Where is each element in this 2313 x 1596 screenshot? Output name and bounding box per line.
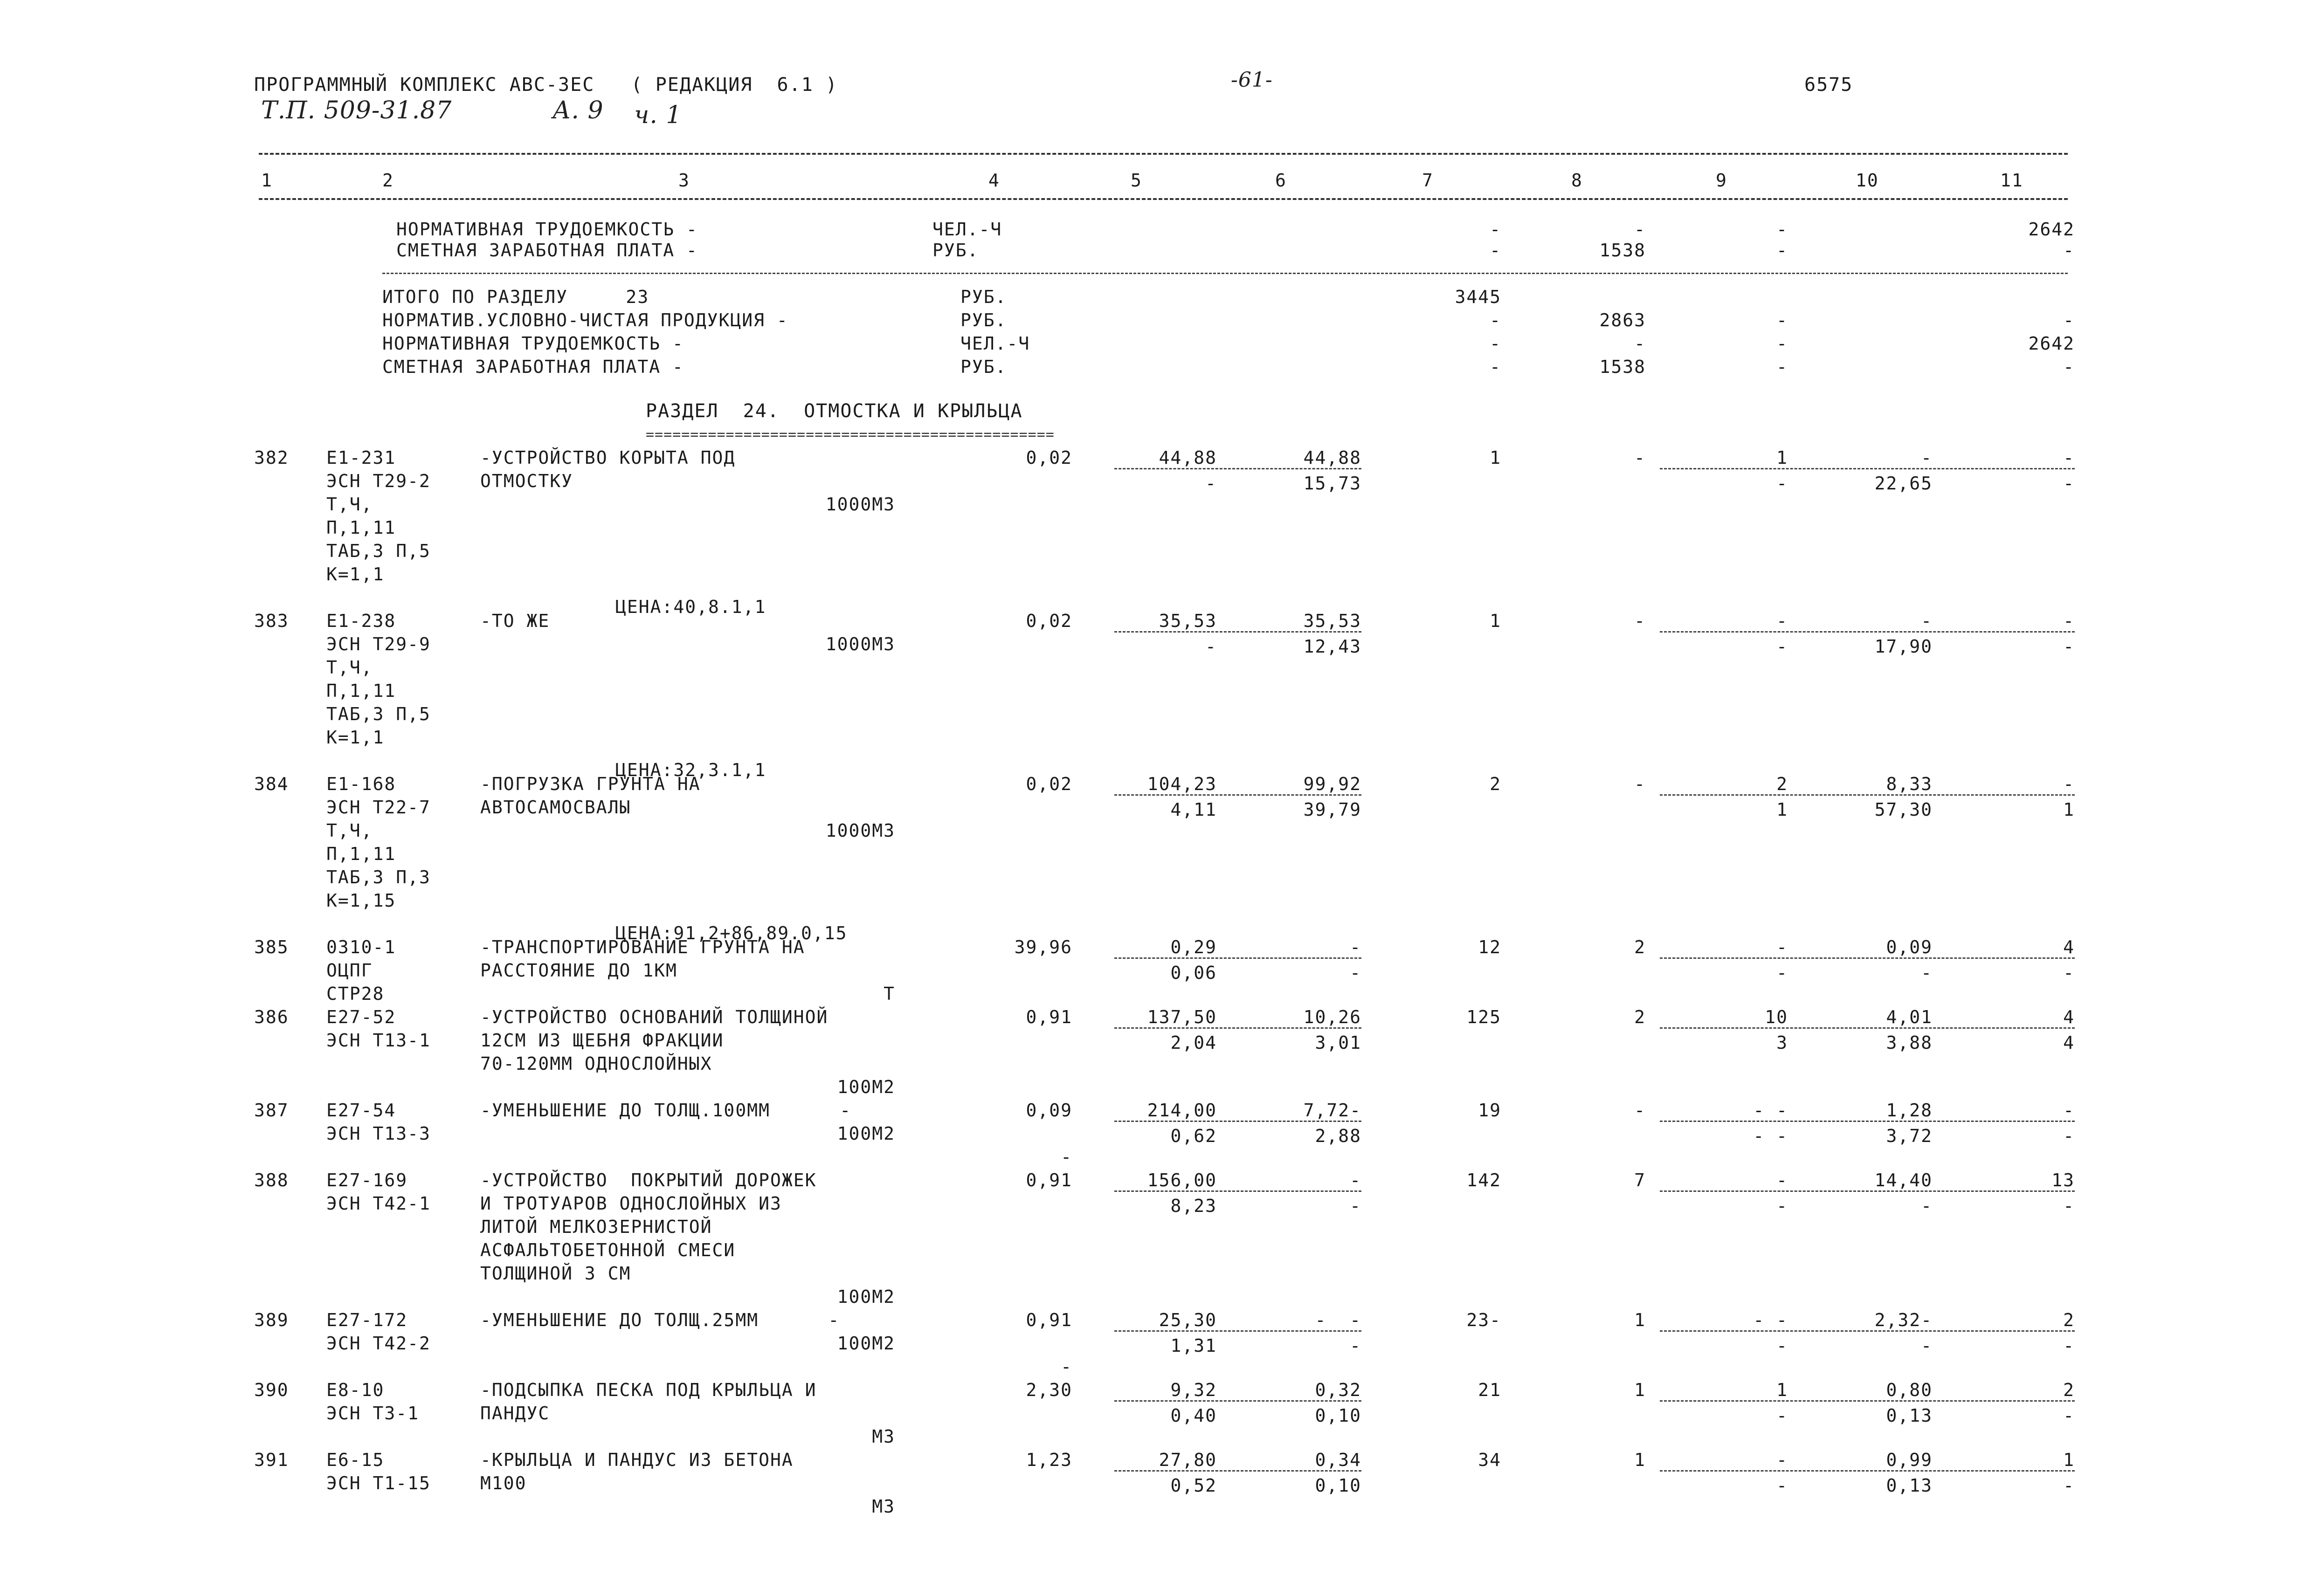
row-code-line: Т,Ч, (326, 494, 373, 515)
row-unit: 100М2 (837, 1077, 895, 1097)
row-cost-labor-sub: 15,73 (1303, 473, 1361, 494)
row-unit: 1000М3 (825, 820, 895, 841)
row-total-labor: 7 (1634, 1170, 1646, 1190)
row-cost-labor: 7,72- (1303, 1100, 1361, 1121)
row-c9: 2 (1776, 774, 1788, 794)
row-code-line: ЭСН Т13-3 (326, 1123, 431, 1144)
row-c11: - (2063, 447, 2075, 468)
row-description-line: 70-120ММ ОДНОСЛОЙНЫХ (480, 1053, 712, 1074)
row-c10-sub: 22,65 (1874, 473, 1933, 494)
row-code-line: К=1,1 (326, 564, 385, 585)
column-header-7: 7 (1422, 170, 1434, 191)
row-c9: - (1776, 1170, 1788, 1190)
row-right-divider (1660, 1330, 2075, 1332)
column-header-5: 5 (1131, 170, 1142, 191)
row-c11: 2 (2063, 1310, 2075, 1330)
row-c11-sub: - (2063, 1335, 2075, 1356)
row-code-line: П,1,11 (326, 681, 396, 701)
summary-section-label: ИТОГО ПО РАЗДЕЛУ 23 (382, 287, 649, 307)
summary-section-c11: - (2063, 357, 2075, 377)
row-code-line: ЭСН Т13-1 (326, 1030, 431, 1051)
row-c9-sub: 3 (1776, 1032, 1788, 1053)
row-total-labor: 2 (1634, 937, 1646, 957)
row-unit: М3 (872, 1496, 895, 1517)
row-unit-cost-sub: - (1205, 473, 1217, 494)
row-cost-labor-sub: 0,10 (1315, 1405, 1361, 1426)
row-number: 384 (254, 774, 289, 794)
summary-top-unit: ЧЕЛ.-Ч (932, 219, 1002, 240)
row-code-line: ЭСН Т42-1 (326, 1193, 431, 1214)
row-c10: - (1921, 447, 1933, 468)
row-total-cost: 21 (1478, 1380, 1501, 1400)
row-c10: 1,28 (1886, 1100, 1933, 1121)
row-total-cost: 23- (1466, 1310, 1501, 1330)
summary-top-unit: РУБ. (932, 240, 979, 261)
row-unit-cost: 25,30 (1159, 1310, 1217, 1330)
summary-top-c7: - (1490, 240, 1501, 261)
row-number: 389 (254, 1310, 289, 1330)
row-unit-cost: 35,53 (1159, 611, 1217, 631)
row-cost-divider (1114, 468, 1361, 469)
row-description-line: -ПОДСЫПКА ПЕСКА ПОД КРЫЛЬЦА И (480, 1380, 817, 1400)
summary-top-c7: - (1490, 219, 1501, 240)
program-header: ПРОГРАММНЫЙ КОМПЛЕКС АВС-ЗЕС ( РЕДАКЦИЯ 6.1 ) (254, 74, 838, 96)
row-description-line: 12СМ ИЗ ЩЕБНЯ ФРАКЦИИ (480, 1030, 724, 1051)
row-unit-cost-sub: 0,40 (1170, 1405, 1217, 1426)
row-c9: - (1776, 611, 1788, 631)
row-cost-divider (1114, 631, 1361, 633)
row-price-note: ЦЕНА:91,2+86,89.0,15 (615, 923, 848, 943)
row-unit-cost-sub: 2,04 (1170, 1032, 1217, 1053)
row-c11-sub: - (2063, 963, 2075, 983)
summary-top-label: СМЕТНАЯ ЗАРАБОТНАЯ ПЛАТА - (396, 240, 698, 261)
row-price-note: ЦЕНА:32,3.1,1 (615, 760, 766, 780)
summary-top-c9: - (1776, 219, 1788, 240)
row-c11-sub: - (2063, 636, 2075, 657)
row-code-line: Е27-172 (326, 1310, 408, 1330)
row-total-labor: - (1634, 611, 1646, 631)
row-quantity: 1,23 (1026, 1450, 1072, 1470)
row-code-line: ОЦПГ (326, 960, 373, 981)
column-header-4: 4 (988, 170, 1000, 191)
row-cost-labor: 0,32 (1315, 1380, 1361, 1400)
row-cost-divider (1114, 1400, 1361, 1402)
row-c10: 0,80 (1886, 1380, 1933, 1400)
row-c11: 4 (2063, 937, 2075, 957)
row-number: 385 (254, 937, 289, 957)
row-description-line: ПАНДУС (480, 1403, 550, 1424)
row-number: 391 (254, 1450, 289, 1470)
row-c9-sub: - (1776, 473, 1788, 494)
row-code-line: ЭСН Т29-9 (326, 634, 431, 654)
row-code-line: ТАБ,3 П,5 (326, 704, 431, 724)
row-code-line: Е27-52 (326, 1007, 396, 1027)
row-quantity: 0,02 (1026, 774, 1072, 794)
row-c10-sub: 3,72 (1886, 1126, 1933, 1146)
row-total-cost: 125 (1466, 1007, 1501, 1027)
row-right-divider (1660, 794, 2075, 796)
row-c11-sub: - (2063, 1475, 2075, 1496)
row-unit: 100М2 (837, 1333, 895, 1354)
row-quantity: 0,02 (1026, 447, 1072, 468)
column-header-11: 11 (2000, 170, 2023, 191)
row-code-line: Е1-168 (326, 774, 396, 794)
summary-section-unit: РУБ. (960, 357, 1007, 377)
summary-top-c9: - (1776, 240, 1788, 261)
row-c11-sub: 4 (2063, 1032, 2075, 1053)
row-cost-labor-sub: - (1350, 963, 1361, 983)
row-right-divider (1660, 631, 2075, 633)
row-unit-cost-sub: 1,31 (1170, 1335, 1217, 1356)
summary-section-c7: - (1490, 357, 1501, 377)
summary-section-c8: 2863 (1599, 310, 1646, 330)
row-c11: 2 (2063, 1380, 2075, 1400)
row-code-line: Е27-54 (326, 1100, 396, 1121)
row-cost-labor-sub: - (1350, 1335, 1361, 1356)
row-code-line: 0310-1 (326, 937, 396, 957)
row-unit-cost-sub: 8,23 (1170, 1196, 1217, 1216)
summary-section-c9: - (1776, 310, 1788, 330)
row-c9-sub: - (1776, 1475, 1788, 1496)
row-description-line: -ПОГРУЗКА ГРУНТА НА (480, 774, 701, 794)
row-code-line: ЭСН Т3-1 (326, 1403, 420, 1424)
row-c10-sub: 0,13 (1886, 1405, 1933, 1426)
row-unit-cost-sub: 0,62 (1170, 1126, 1217, 1146)
row-code-line: Е1-238 (326, 611, 396, 631)
row-code-line: П,1,11 (326, 844, 396, 864)
row-c11: 13 (2051, 1170, 2075, 1190)
row-right-divider (1660, 1121, 2075, 1122)
row-c10: 14,40 (1874, 1170, 1933, 1190)
row-c11-sub: - (2063, 1405, 2075, 1426)
row-c11: - (2063, 611, 2075, 631)
row-total-labor: 1 (1634, 1450, 1646, 1470)
row-cost-labor-sub: 0,10 (1315, 1475, 1361, 1496)
summary-section-c8: 1538 (1599, 357, 1646, 377)
row-code-line: К=1,15 (326, 890, 396, 911)
summary-top-c8: - (1634, 219, 1646, 240)
row-quantity-extra: - (1061, 1147, 1072, 1167)
row-cost-labor-sub: 3,01 (1315, 1032, 1361, 1053)
row-code-line: ТАБ,3 П,5 (326, 541, 431, 561)
row-code-line: Е27-169 (326, 1170, 408, 1190)
row-c11-sub: - (2063, 1196, 2075, 1216)
row-c11-sub: 1 (2063, 799, 2075, 820)
row-c11: - (2063, 774, 2075, 794)
row-unit-cost: 214,00 (1147, 1100, 1217, 1121)
row-description-line: -ТО ЖЕ (480, 611, 550, 631)
row-c10-sub: 57,30 (1874, 799, 1933, 820)
column-header-6: 6 (1275, 170, 1287, 191)
row-description-line: АСФАЛЬТОБЕТОННОЙ СМЕСИ (480, 1240, 736, 1260)
row-c10: 2,32- (1874, 1310, 1933, 1330)
summary-section-label: НОРМАТИВ.УСЛОВНО-ЧИСТАЯ ПРОДУКЦИЯ - (382, 310, 788, 330)
row-unit-cost: 44,88 (1159, 447, 1217, 468)
row-cost-labor-sub: 12,43 (1303, 636, 1361, 657)
summary-section-c8: - (1634, 333, 1646, 354)
row-unit-cost: 9,32 (1170, 1380, 1217, 1400)
row-unit-cost-sub: 4,11 (1170, 799, 1217, 820)
row-cost-labor-sub: 39,79 (1303, 799, 1361, 820)
row-code-line: ЭСН Т42-2 (326, 1333, 431, 1354)
section-title: РАЗДЕЛ 24. ОТМОСТКА И КРЫЛЬЦА (646, 400, 1023, 422)
row-c9: 1 (1776, 1380, 1788, 1400)
row-total-cost: 19 (1478, 1100, 1501, 1121)
summary-section-c7: - (1490, 333, 1501, 354)
row-total-cost: 1 (1490, 611, 1501, 631)
row-right-divider (1660, 1400, 2075, 1402)
row-description-line: И ТРОТУАРОВ ОДНОСЛОЙНЫХ ИЗ (480, 1193, 782, 1214)
row-number: 383 (254, 611, 289, 631)
summary-section-c9: - (1776, 357, 1788, 377)
header-bottom-rule (259, 198, 2068, 200)
column-header-8: 8 (1571, 170, 1583, 191)
handwritten-project-ref: Т.П. 509-31.87 (261, 96, 452, 124)
row-total-cost: 12 (1478, 937, 1501, 957)
row-quantity: 0,91 (1026, 1170, 1072, 1190)
row-quantity: 0,91 (1026, 1007, 1072, 1027)
row-cost-labor: 10,26 (1303, 1007, 1361, 1027)
summary-section-unit: РУБ. (960, 287, 1007, 307)
row-description-line: -ТРАНСПОРТИРОВАНИЕ ГРУНТА НА (480, 937, 805, 957)
row-code-line: Е1-231 (326, 447, 396, 468)
row-right-divider (1660, 1470, 2075, 1472)
summary-divider (382, 273, 2068, 274)
row-c10-sub: 0,13 (1886, 1475, 1933, 1496)
row-cost-labor: - (1350, 1170, 1361, 1190)
row-unit: 1000М3 (825, 634, 895, 654)
row-c10-sub: - (1921, 1196, 1933, 1216)
row-unit: М3 (872, 1426, 895, 1447)
column-header-10: 10 (1856, 170, 1879, 191)
row-code-line: СТР28 (326, 984, 385, 1004)
row-c10: - (1921, 611, 1933, 631)
row-cost-labor: 44,88 (1303, 447, 1361, 468)
row-number: 388 (254, 1170, 289, 1190)
summary-section-c7: - (1490, 310, 1501, 330)
row-unit: 100М2 (837, 1286, 895, 1307)
row-cost-divider (1114, 1330, 1361, 1332)
row-description-line: РАССТОЯНИЕ ДО 1КМ (480, 960, 677, 981)
row-total-cost: 34 (1478, 1450, 1501, 1470)
row-total-labor: 2 (1634, 1007, 1646, 1027)
summary-section-c7: 3445 (1455, 287, 1501, 307)
row-cost-divider (1114, 794, 1361, 796)
section-underline: ============================================== (646, 427, 1055, 443)
row-number: 390 (254, 1380, 289, 1400)
row-quantity: 0,09 (1026, 1100, 1072, 1121)
row-cost-divider (1114, 1121, 1361, 1122)
summary-section-unit: РУБ. (960, 310, 1007, 330)
row-cost-labor: - (1350, 937, 1361, 957)
row-c10-sub: - (1921, 1335, 1933, 1356)
row-c10: 0,09 (1886, 937, 1933, 957)
row-c10: 4,01 (1886, 1007, 1933, 1027)
row-number: 387 (254, 1100, 289, 1121)
row-c10-sub: - (1921, 963, 1933, 983)
row-total-labor: 1 (1634, 1380, 1646, 1400)
row-unit-cost: 27,80 (1159, 1450, 1217, 1470)
row-total-labor: - (1634, 774, 1646, 794)
row-c10: 0,99 (1886, 1450, 1933, 1470)
summary-top-label: НОРМАТИВНАЯ ТРУДОЕМКОСТЬ - (396, 219, 698, 240)
row-c9: - (1776, 937, 1788, 957)
row-cost-labor: 35,53 (1303, 611, 1361, 631)
row-right-divider (1660, 957, 2075, 959)
row-c9: - - (1753, 1100, 1788, 1121)
row-quantity: 0,02 (1026, 611, 1072, 631)
row-quantity: 0,91 (1026, 1310, 1072, 1330)
row-cost-labor-sub: 2,88 (1315, 1126, 1361, 1146)
summary-section-unit: ЧЕЛ.-Ч (960, 333, 1030, 354)
row-cost-divider (1114, 1190, 1361, 1192)
row-quantity: 39,96 (1014, 937, 1072, 957)
row-c10: 8,33 (1886, 774, 1933, 794)
row-c11: 4 (2063, 1007, 2075, 1027)
row-c9: 1 (1776, 447, 1788, 468)
row-c11-sub: - (2063, 473, 2075, 494)
document-number: 6575 (1804, 74, 1853, 96)
row-description-line: АВТОСАМОСВАЛЫ (480, 797, 631, 818)
row-c9-sub: - (1776, 1335, 1788, 1356)
summary-section-label: НОРМАТИВНАЯ ТРУДОЕМКОСТЬ - (382, 333, 684, 354)
row-unit-cost: 137,50 (1147, 1007, 1217, 1027)
row-c10-sub: 3,88 (1886, 1032, 1933, 1053)
row-unit-cost: 0,29 (1170, 937, 1217, 957)
row-right-divider (1660, 1190, 2075, 1192)
column-header-2: 2 (382, 170, 394, 191)
row-price-note: ЦЕНА:40,8.1,1 (615, 597, 766, 617)
row-description-line: -КРЫЛЬЦА И ПАНДУС ИЗ БЕТОНА (480, 1450, 794, 1470)
row-total-labor: - (1634, 447, 1646, 468)
row-code-line: Т,Ч, (326, 820, 373, 841)
row-code-line: Е6-15 (326, 1450, 385, 1470)
handwritten-part: ч. 1 (634, 101, 682, 129)
summary-section-c9: - (1776, 333, 1788, 354)
column-header-9: 9 (1716, 170, 1727, 191)
row-c9-sub: 1 (1776, 799, 1788, 820)
row-c9-sub: - (1776, 1405, 1788, 1426)
row-c10-sub: 17,90 (1874, 636, 1933, 657)
row-code-line: ЭСН Т22-7 (326, 797, 431, 818)
summary-top-c8: 1538 (1599, 240, 1646, 261)
row-cost-divider (1114, 957, 1361, 959)
summary-section-c11: 2642 (2028, 333, 2075, 354)
row-code-line: ТАБ,3 П,3 (326, 867, 431, 887)
row-c9-sub: - (1776, 963, 1788, 983)
row-unit-cost: 104,23 (1147, 774, 1217, 794)
row-total-cost: 2 (1490, 774, 1501, 794)
row-description-line: -УМЕНЬШЕНИЕ ДО ТОЛЩ.100ММ - (480, 1100, 852, 1121)
row-description-line: ЛИТОЙ МЕЛКОЗЕРНИСТОЙ (480, 1217, 712, 1237)
summary-top-c11: 2642 (2028, 219, 2075, 240)
row-description-line: -УМЕНЬШЕНИЕ ДО ТОЛЩ.25ММ - (480, 1310, 840, 1330)
row-cost-labor: 99,92 (1303, 774, 1361, 794)
row-code-line: ЭСН Т29-2 (326, 471, 431, 491)
row-unit-cost: 156,00 (1147, 1170, 1217, 1190)
row-description-line: ТОЛЩИНОЙ 3 СМ (480, 1263, 631, 1284)
row-total-labor: 1 (1634, 1310, 1646, 1330)
row-c9: - (1776, 1450, 1788, 1470)
summary-section-label: СМЕТНАЯ ЗАРАБОТНАЯ ПЛАТА - (382, 357, 684, 377)
row-c9: 10 (1765, 1007, 1788, 1027)
row-cost-labor: 0,34 (1315, 1450, 1361, 1470)
row-code-line: ЭСН Т1-15 (326, 1473, 431, 1493)
row-description-line: М100 (480, 1473, 527, 1493)
row-right-divider (1660, 468, 2075, 469)
row-c9-sub: - (1776, 1196, 1788, 1216)
row-total-cost: 142 (1466, 1170, 1501, 1190)
row-number: 386 (254, 1007, 289, 1027)
row-c9-sub: - - (1753, 1126, 1788, 1146)
row-code-line: Т,Ч, (326, 657, 373, 678)
row-code-line: К=1,1 (326, 727, 385, 748)
row-cost-labor: - - (1315, 1310, 1361, 1330)
page-number: -61- (1231, 68, 1273, 92)
summary-section-c11: - (2063, 310, 2075, 330)
summary-top-c11: - (2063, 240, 2075, 261)
row-quantity: 2,30 (1026, 1380, 1072, 1400)
handwritten-album: А. 9 (552, 96, 604, 124)
row-total-cost: 1 (1490, 447, 1501, 468)
row-description-line: -УСТРОЙСТВО ПОКРЫТИЙ ДОРОЖЕК (480, 1170, 817, 1190)
row-description-line: -УСТРОЙСТВО ОСНОВАНИЙ ТОЛЩИНОЙ (480, 1007, 829, 1027)
row-c11: - (2063, 1100, 2075, 1121)
row-description-line: ОТМОСТКУ (480, 471, 573, 491)
row-cost-divider (1114, 1027, 1361, 1029)
row-unit: 100М2 (837, 1123, 895, 1144)
row-c11-sub: - (2063, 1126, 2075, 1146)
row-code-line: П,1,11 (326, 517, 396, 538)
row-code-line: Е8-10 (326, 1380, 385, 1400)
row-cost-labor-sub: - (1350, 1196, 1361, 1216)
row-unit-cost-sub: 0,52 (1170, 1475, 1217, 1496)
row-unit-cost-sub: - (1205, 636, 1217, 657)
row-total-labor: - (1634, 1100, 1646, 1121)
row-description-line: -УСТРОЙСТВО КОРЫТА ПОД (480, 447, 736, 468)
column-header-1: 1 (261, 170, 273, 191)
row-unit: Т (884, 984, 895, 1004)
row-number: 382 (254, 447, 289, 468)
row-c9: - - (1753, 1310, 1788, 1330)
row-cost-divider (1114, 1470, 1361, 1472)
row-unit-cost-sub: 0,06 (1170, 963, 1217, 983)
row-quantity-extra: - (1061, 1356, 1072, 1377)
header-top-rule (259, 153, 2068, 155)
row-unit: 1000М3 (825, 494, 895, 515)
column-header-3: 3 (678, 170, 690, 191)
row-c11: 1 (2063, 1450, 2075, 1470)
row-c9-sub: - (1776, 636, 1788, 657)
row-right-divider (1660, 1027, 2075, 1029)
